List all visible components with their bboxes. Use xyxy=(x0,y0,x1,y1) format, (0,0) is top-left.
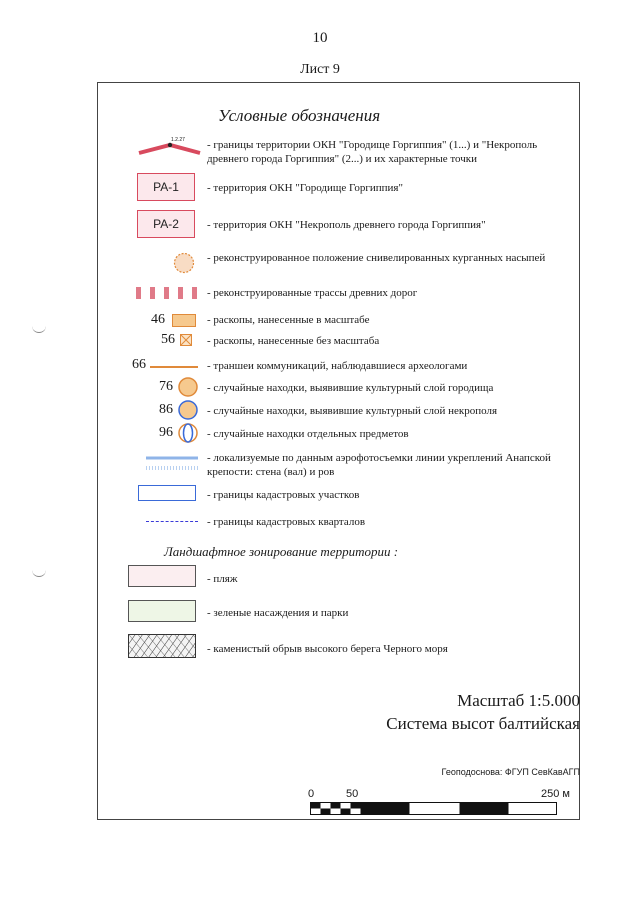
beach-swatch xyxy=(128,565,196,587)
page-number: 10 xyxy=(312,30,328,46)
boundary-point-label: 1.2.27 xyxy=(171,137,185,143)
legend-item-text: - реконструированное положение снивелированных курганных насыпей xyxy=(207,252,546,264)
scale-bar-label-end: 250 м xyxy=(541,788,570,800)
zoning-item-text: - пляж xyxy=(207,573,238,585)
trench-line-icon xyxy=(150,366,198,368)
height-system: Система высот балтийская xyxy=(386,714,580,733)
legend-item-text: - локализуемые по данным аэрофотосъемки линии укреплений Анапской крепости: стена (вал) и ров xyxy=(207,452,551,478)
legend-item-text: - раскопы, нанесенные без масштаба xyxy=(207,335,380,347)
cadastral-quarter-icon xyxy=(146,521,198,522)
scale-bar xyxy=(310,802,558,816)
legend-item-text: - случайные находки, выявившие культурный слой некрополя xyxy=(207,405,498,417)
legend-number: 66 xyxy=(132,357,146,372)
legend-item-text: - случайные находки отдельных предметов xyxy=(207,428,409,440)
binder-hole-mark xyxy=(32,318,46,333)
park-swatch xyxy=(128,600,196,622)
kurgan-mound-icon xyxy=(172,251,196,275)
finds-city-icon xyxy=(177,376,199,398)
characteristic-point-icon xyxy=(168,143,172,147)
legend-item-text: - территория ОКН "Городище Горгиппия" xyxy=(207,182,403,194)
pa2-box: PA-2 xyxy=(137,210,195,238)
finds-necropolis-icon xyxy=(177,399,199,421)
zoning-item-text: - каменистый обрыв высокого берега Черного моря xyxy=(207,643,448,655)
excavation-scaled-icon xyxy=(172,314,196,327)
legend-number: 96 xyxy=(159,425,173,440)
binder-hole-mark xyxy=(32,562,46,577)
legend-item-text: - границы кадастровых участков xyxy=(207,489,360,501)
cadastral-parcel-icon xyxy=(138,485,196,501)
excavation-unscaled-icon xyxy=(180,334,192,346)
legend-item-text: - случайные находки, выявившие культурный слой городища xyxy=(207,382,494,394)
legend-title: Условные обозначения xyxy=(218,106,381,125)
ancient-road-icon xyxy=(134,286,200,300)
zoning-title: Ландшафтное зонирование территории : xyxy=(164,544,399,559)
legend-item-text: - реконструированные трассы древних дорог xyxy=(207,287,418,299)
fortress-lines-icon xyxy=(146,454,198,474)
scale-title: Масштаб 1:5.000 xyxy=(457,691,580,710)
legend-item-text: - раскопы, нанесенные в масштабе xyxy=(207,314,370,326)
boundary-line-symbol xyxy=(137,137,203,161)
scale-bar-label-mid: 50 xyxy=(346,788,359,800)
legend-item-text: - территория ОКН "Некрополь древнего города Горгиппия" xyxy=(207,219,486,231)
legend-item-text: - границы территории ОКН "Городище Горгиппия" (1...) и "Некрополь древнего города Горгиппия" (2...) и их характерные точки xyxy=(207,139,538,165)
cliff-swatch xyxy=(128,634,196,658)
geobase-credit: Геоподоснова: ФГУП СевКавАГП xyxy=(441,767,580,777)
sheet-label: Лист 9 xyxy=(300,62,340,77)
finds-individual-icon xyxy=(175,422,201,444)
legend-number: 86 xyxy=(159,402,173,417)
legend-item-text: - границы кадастровых кварталов xyxy=(207,516,366,528)
legend-number: 56 xyxy=(161,332,175,347)
zoning-item-text: - зеленые насаждения и парки xyxy=(207,607,349,619)
legend-number: 46 xyxy=(151,312,165,327)
legend-number: 76 xyxy=(159,379,173,394)
scale-bar-label-start: 0 xyxy=(308,788,315,800)
legend-item-text: - траншеи коммуникаций, наблюдавшиеся археологами xyxy=(207,360,468,372)
pa1-box: PA-1 xyxy=(137,173,195,201)
